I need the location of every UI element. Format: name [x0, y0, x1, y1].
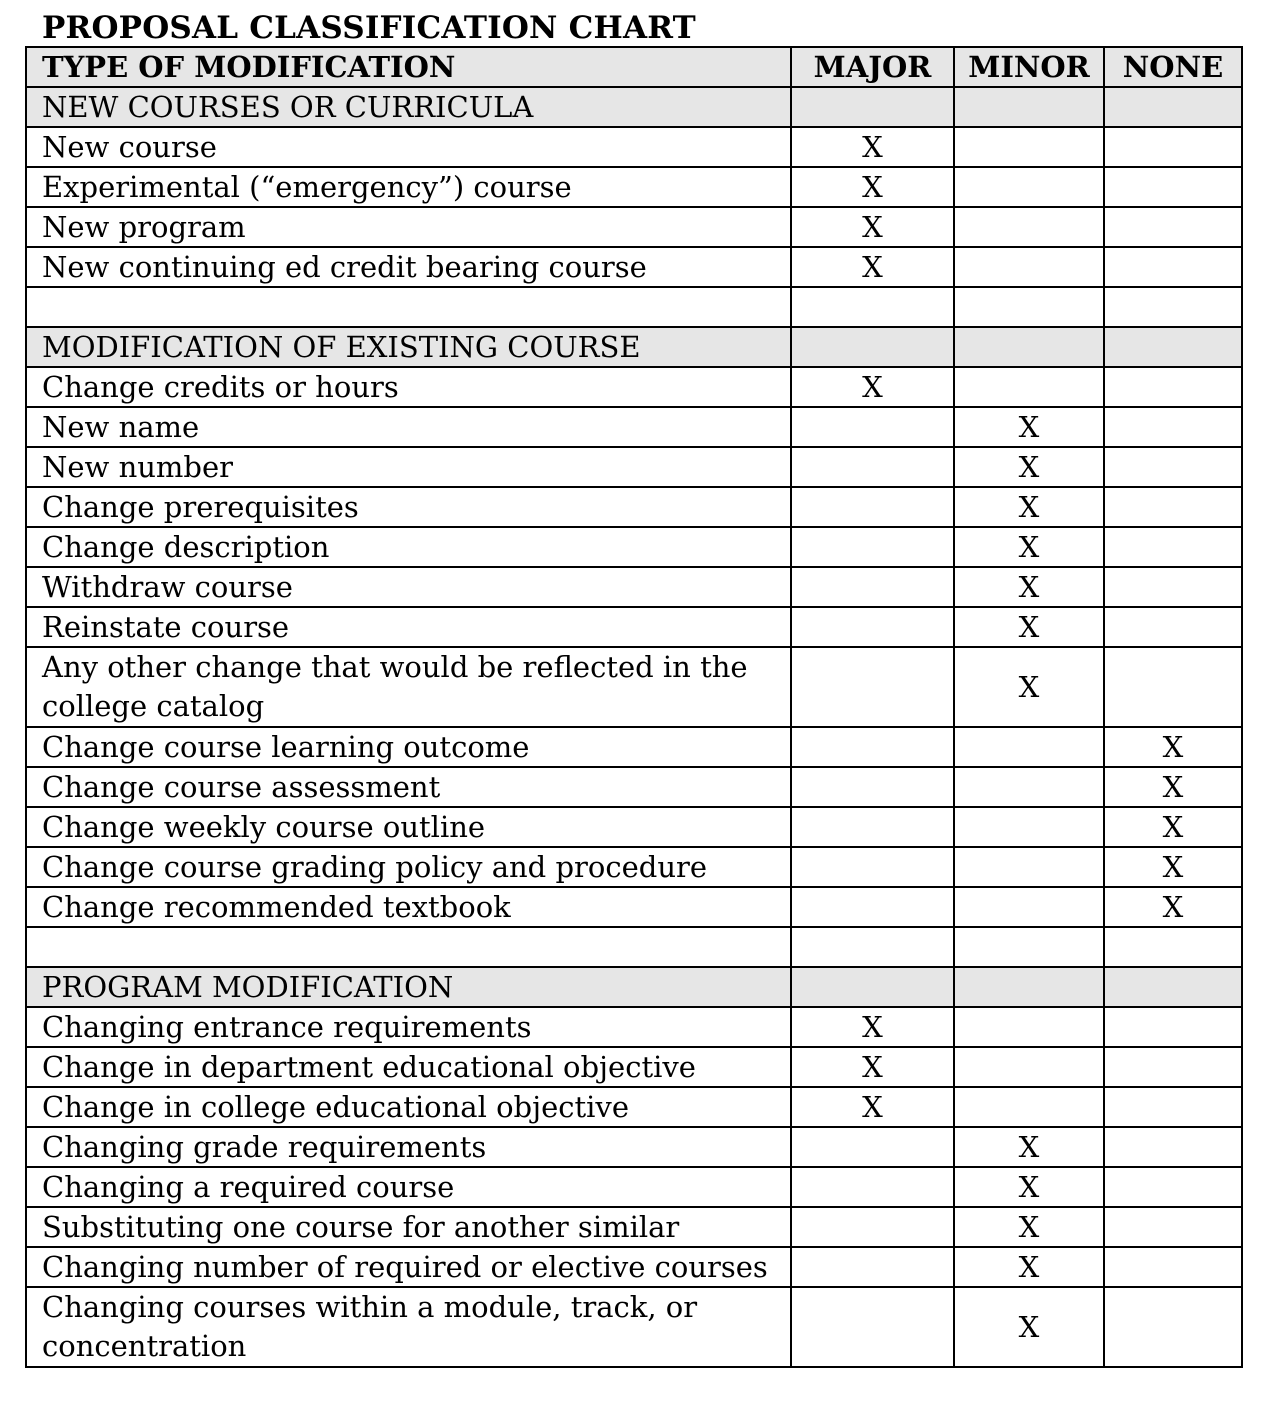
- table-row: [26, 487, 1242, 527]
- column-header-none: NONE: [1104, 47, 1242, 87]
- modification-label: Change in college educational objective: [26, 1087, 791, 1127]
- table-row: [26, 127, 1242, 167]
- major-mark: X: [791, 367, 954, 407]
- blank-row: [26, 287, 1242, 327]
- major-cell: [791, 567, 954, 607]
- major-mark: X: [791, 127, 954, 167]
- table-row: [26, 247, 1242, 287]
- modification-label: Change course grading policy and procedure: [26, 847, 791, 887]
- major-cell: [791, 887, 954, 927]
- table-row: [26, 1007, 1242, 1047]
- modification-label: Change course learning outcome: [26, 727, 791, 767]
- minor-cell: [954, 927, 1104, 967]
- major-mark: X: [791, 1087, 954, 1127]
- none-cell: [1104, 927, 1242, 967]
- none-mark: X: [1104, 727, 1242, 767]
- none-cell: [1104, 567, 1242, 607]
- none-cell: [1104, 527, 1242, 567]
- major-cell: [791, 1167, 954, 1207]
- none-cell: [1104, 1007, 1242, 1047]
- section-label: NEW COURSES OR CURRICULA: [26, 87, 791, 127]
- none-cell: [1104, 127, 1242, 167]
- major-cell: [791, 647, 954, 727]
- modification-label: Change description: [26, 527, 791, 567]
- section-header-row: [26, 87, 1242, 127]
- minor-cell: [954, 1007, 1104, 1047]
- table-row: [26, 1287, 1242, 1367]
- major-cell: [791, 1287, 954, 1367]
- table-row: [26, 727, 1242, 767]
- major-cell: [791, 607, 954, 647]
- none-mark: X: [1104, 807, 1242, 847]
- minor-mark: X: [954, 1167, 1104, 1207]
- modification-label: [26, 287, 791, 327]
- minor-cell: [954, 767, 1104, 807]
- column-header-type: TYPE OF MODIFICATION: [26, 47, 791, 87]
- section-label: PROGRAM MODIFICATION: [26, 967, 791, 1007]
- none-cell: [1104, 1087, 1242, 1127]
- minor-mark: X: [954, 1287, 1104, 1367]
- major-mark: X: [791, 247, 954, 287]
- minor-cell: [954, 967, 1104, 1007]
- modification-label: Changing a required course: [26, 1167, 791, 1207]
- major-cell: [791, 87, 954, 127]
- table-row: [26, 1207, 1242, 1247]
- table-row: [26, 887, 1242, 927]
- major-cell: [791, 767, 954, 807]
- modification-label: Change weekly course outline: [26, 807, 791, 847]
- table-row: [26, 527, 1242, 567]
- minor-cell: [954, 127, 1104, 167]
- table-row: [26, 847, 1242, 887]
- table-row: [26, 407, 1242, 447]
- modification-label: [26, 927, 791, 967]
- section-header-row: [26, 967, 1242, 1007]
- minor-cell: [954, 727, 1104, 767]
- major-cell: [791, 447, 954, 487]
- modification-label: Substituting one course for another similar: [26, 1207, 791, 1247]
- modification-label: Reinstate course: [26, 607, 791, 647]
- minor-mark: X: [954, 527, 1104, 567]
- table-row: [26, 567, 1242, 607]
- none-cell: [1104, 167, 1242, 207]
- minor-cell: [954, 327, 1104, 367]
- none-cell: [1104, 1167, 1242, 1207]
- table-row: [26, 207, 1242, 247]
- modification-label: Change credits or hours: [26, 367, 791, 407]
- minor-cell: [954, 1047, 1104, 1087]
- none-cell: [1104, 607, 1242, 647]
- table-row: [26, 1087, 1242, 1127]
- modification-label: New name: [26, 407, 791, 447]
- table-row: [26, 1247, 1242, 1287]
- major-mark: X: [791, 1007, 954, 1047]
- modification-label: Changing courses within a module, track, or concentration: [26, 1287, 791, 1367]
- modification-label: Change prerequisites: [26, 487, 791, 527]
- section-label: MODIFICATION OF EXISTING COURSE: [26, 327, 791, 367]
- table-row: [26, 447, 1242, 487]
- major-cell: [791, 527, 954, 567]
- minor-mark: X: [954, 407, 1104, 447]
- none-cell: [1104, 1287, 1242, 1367]
- major-cell: [791, 327, 954, 367]
- modification-label: New program: [26, 207, 791, 247]
- none-cell: [1104, 1127, 1242, 1167]
- section-header-row: [26, 327, 1242, 367]
- none-cell: [1104, 447, 1242, 487]
- none-cell: [1104, 207, 1242, 247]
- major-cell: [791, 927, 954, 967]
- table-row: [26, 1047, 1242, 1087]
- page-title: PROPOSAL CLASSIFICATION CHART: [42, 10, 696, 46]
- major-cell: [791, 967, 954, 1007]
- none-cell: [1104, 647, 1242, 727]
- none-cell: [1104, 487, 1242, 527]
- modification-label: New course: [26, 127, 791, 167]
- modification-label: New continuing ed credit bearing course: [26, 247, 791, 287]
- minor-cell: [954, 807, 1104, 847]
- none-cell: [1104, 967, 1242, 1007]
- minor-mark: X: [954, 1247, 1104, 1287]
- table-row: [26, 167, 1242, 207]
- major-cell: [791, 727, 954, 767]
- minor-cell: [954, 287, 1104, 327]
- none-cell: [1104, 367, 1242, 407]
- modification-label: Any other change that would be reflected in the college catalog: [26, 647, 791, 727]
- table-row: [26, 807, 1242, 847]
- none-cell: [1104, 1047, 1242, 1087]
- none-mark: X: [1104, 887, 1242, 927]
- modification-label: Experimental (“emergency”) course: [26, 167, 791, 207]
- modification-label: Changing entrance requirements: [26, 1007, 791, 1047]
- major-cell: [791, 1247, 954, 1287]
- table-row: [26, 767, 1242, 807]
- modification-label: Change in department educational objective: [26, 1047, 791, 1087]
- minor-mark: X: [954, 1127, 1104, 1167]
- major-cell: [791, 287, 954, 327]
- table-row: [26, 367, 1242, 407]
- minor-mark: X: [954, 567, 1104, 607]
- modification-label: Changing grade requirements: [26, 1127, 791, 1167]
- minor-cell: [954, 247, 1104, 287]
- modification-label: Change course assessment: [26, 767, 791, 807]
- minor-cell: [954, 847, 1104, 887]
- major-cell: [791, 1127, 954, 1167]
- major-cell: [791, 847, 954, 887]
- none-cell: [1104, 287, 1242, 327]
- minor-mark: X: [954, 607, 1104, 647]
- table-row: [26, 1167, 1242, 1207]
- modification-label: Change recommended textbook: [26, 887, 791, 927]
- major-mark: X: [791, 1047, 954, 1087]
- column-header-minor: MINOR: [954, 47, 1104, 87]
- modification-label: Withdraw course: [26, 567, 791, 607]
- modification-label: Changing number of required or elective courses: [26, 1247, 791, 1287]
- table-row: [26, 607, 1242, 647]
- minor-mark: X: [954, 1207, 1104, 1247]
- none-cell: [1104, 1247, 1242, 1287]
- none-cell: [1104, 407, 1242, 447]
- table-body: [26, 87, 1242, 1367]
- blank-row: [26, 927, 1242, 967]
- major-mark: X: [791, 167, 954, 207]
- major-cell: [791, 487, 954, 527]
- none-mark: X: [1104, 767, 1242, 807]
- none-mark: X: [1104, 847, 1242, 887]
- minor-mark: X: [954, 647, 1104, 727]
- none-cell: [1104, 247, 1242, 287]
- table-row: [26, 647, 1242, 727]
- major-cell: [791, 807, 954, 847]
- table-header-row: [26, 47, 1242, 87]
- minor-mark: X: [954, 447, 1104, 487]
- major-mark: X: [791, 207, 954, 247]
- column-header-major: MAJOR: [791, 47, 954, 87]
- major-cell: [791, 1207, 954, 1247]
- minor-mark: X: [954, 487, 1104, 527]
- none-cell: [1104, 87, 1242, 127]
- minor-cell: [954, 167, 1104, 207]
- table-row: [26, 1127, 1242, 1167]
- none-cell: [1104, 1207, 1242, 1247]
- none-cell: [1104, 327, 1242, 367]
- minor-cell: [954, 207, 1104, 247]
- major-cell: [791, 407, 954, 447]
- minor-cell: [954, 887, 1104, 927]
- minor-cell: [954, 87, 1104, 127]
- classification-table: [25, 46, 1243, 1368]
- minor-cell: [954, 1087, 1104, 1127]
- minor-cell: [954, 367, 1104, 407]
- modification-label: New number: [26, 447, 791, 487]
